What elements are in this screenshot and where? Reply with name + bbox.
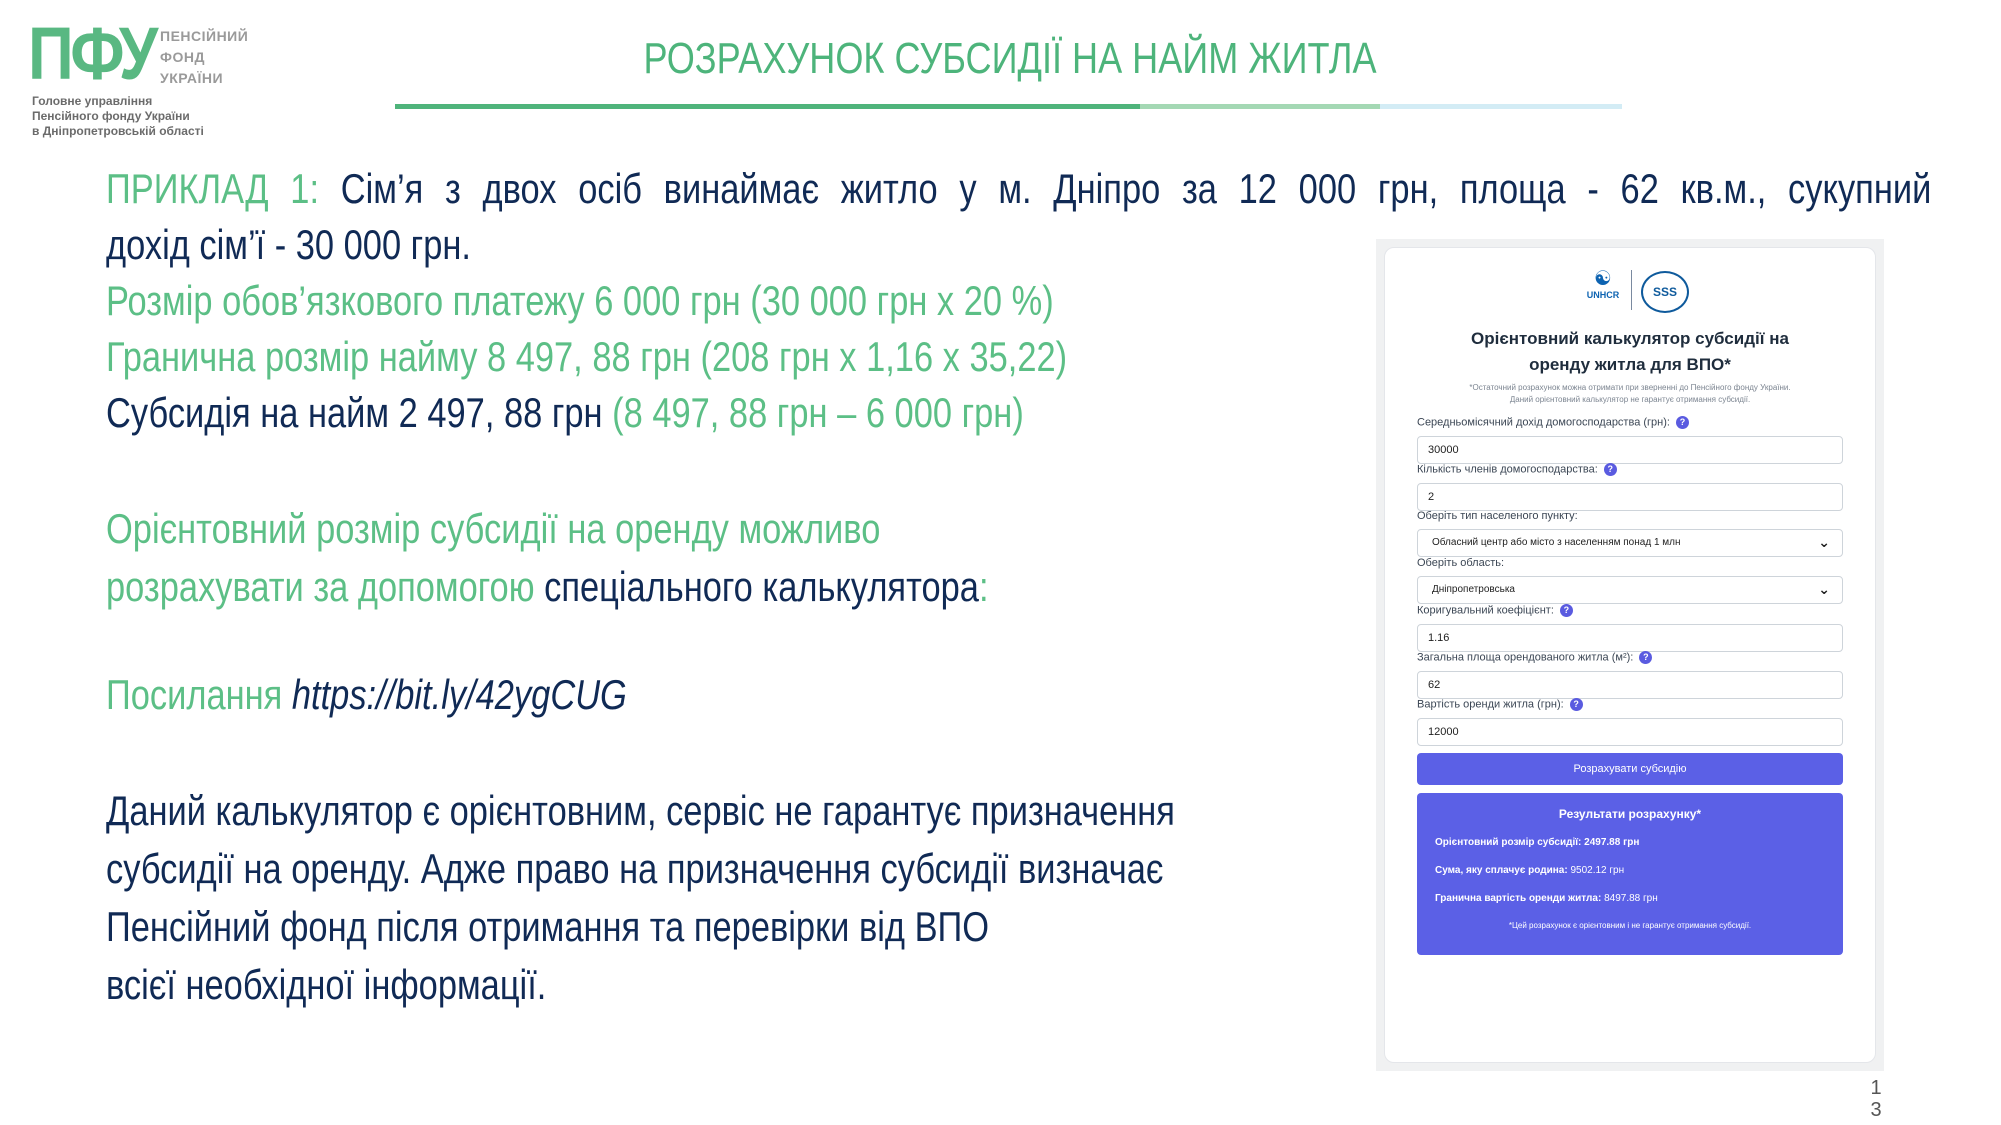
department-line: в Дніпропетровській області (32, 124, 204, 138)
calculator-screenshot (1376, 239, 1884, 1071)
calculator-link-text[interactable]: спеціального калькулятора (544, 563, 979, 610)
rent-label-text: Вартість оренди житла (грн): (1417, 698, 1564, 711)
calculator-card (1384, 247, 1876, 1063)
area-label (1417, 651, 1652, 664)
pfu-logo-mark: ПФУ (28, 12, 155, 95)
income-label-text: Середньомісячний дохід домогосподарства (грн): (1417, 416, 1670, 429)
region-label: Оберіть область: (1417, 557, 1505, 569)
link-label: Посилання (106, 671, 292, 718)
sss-logo: SSS (1641, 271, 1689, 313)
page-number: 13 (1870, 1077, 1882, 1121)
result-rent-limit-value: 8497.88 грн (1601, 893, 1658, 904)
chevron-down-icon: ⌄ (1818, 534, 1830, 550)
subsidy-label: Субсидія на найм 2 497, 88 грн (106, 389, 603, 436)
members-label (1417, 463, 1617, 476)
disclaimer-line: Даний калькулятор є орієнтовним, сервіс не гарантує призначення (106, 787, 1175, 834)
calculator-title-line: Орієнтовний калькулятор субсидії на (1471, 329, 1789, 348)
pfu-logo-name-line: УКРАЇНИ (160, 70, 224, 86)
disclaimer-line: Пенсійний фонд після отримання та перевірки від ВПО (106, 903, 990, 950)
unhcr-emblem-icon: ☯ (1594, 268, 1612, 290)
results-panel (1417, 793, 1843, 955)
settlement-select-value: Обласний центр або місто з населенням понад 1 млн (1432, 537, 1681, 548)
subsidy-line (106, 384, 1024, 442)
calculate-subsidy-button[interactable]: Розрахувати субсидію (1417, 753, 1843, 785)
mandatory-payment-line: Розмір обов’язкового платежу 6 000 грн (30 000 грн х 20 %) (106, 277, 1054, 324)
chevron-down-icon: ⌄ (1818, 581, 1830, 597)
disclaimer-line: субсидії на оренду. Адже право на призначення субсидії визначає (106, 845, 1164, 892)
members-label-text: Кількість членів домогосподарства: (1417, 463, 1598, 476)
department-line: Пенсійного фонду України (32, 109, 190, 123)
result-subsidy-text: Орієнтовний розмір субсидії: 2497.88 грн (1435, 837, 1640, 848)
income-label (1417, 416, 1689, 429)
slide-title: РОЗРАХУНОК СУБСИДІЇ НА НАЙМ ЖИТЛА (643, 34, 1377, 83)
help-icon[interactable]: ? (1639, 651, 1652, 664)
area-label-text: Загальна площа орендованого житла (м²): (1417, 651, 1634, 664)
title-underline (395, 104, 1140, 109)
help-icon[interactable]: ? (1604, 463, 1617, 476)
result-family-pays-value: 9502.12 грн (1567, 865, 1625, 876)
title-underline (1380, 104, 1622, 109)
example-line-1 (106, 160, 1931, 218)
result-rent-limit (1435, 893, 1658, 904)
coefficient-label-text: Коригувальний коефіцієнт: (1417, 604, 1554, 617)
result-subsidy (1435, 837, 1639, 848)
title-underline (1140, 104, 1380, 109)
logo-divider (1631, 270, 1632, 310)
calculator-note-line: Даний орієнтовний калькулятор не гарантує отримання субсидії. (1509, 395, 1751, 404)
result-rent-limit-label: Гранична вартість оренди житла: (1435, 893, 1602, 904)
help-icon[interactable]: ? (1570, 698, 1583, 711)
region-select-value: Дніпропетровська (1432, 584, 1515, 595)
disclaimer-line: всієї необхідної інформації. (106, 961, 547, 1008)
calculator-intro-line-2 (106, 558, 989, 616)
calculator-intro-text: розрахувати за допомогою (106, 563, 545, 610)
pfu-logo (28, 12, 268, 140)
result-family-pays (1435, 865, 1624, 876)
department-caption (32, 94, 272, 139)
example-label: ПРИКЛАД 1: (106, 165, 341, 212)
pfu-logo-name (160, 26, 270, 89)
region-select[interactable] (1417, 576, 1843, 604)
unhcr-logo-text: UNHCR (1586, 290, 1620, 300)
coefficient-label (1417, 604, 1573, 617)
result-family-pays-label: Сума, яку сплачує родина: (1435, 865, 1568, 876)
area-input[interactable] (1417, 671, 1843, 699)
calculator-url-link[interactable]: https://bit.ly/42ygCUG (291, 671, 627, 718)
calculator-note (1405, 382, 1855, 406)
calculator-intro-colon: : (978, 563, 989, 610)
rent-limit-line: Гранична розмір найму 8 497, 88 грн (208 грн х 1,16 х 35,22) (106, 333, 1068, 380)
calculator-logos (1385, 266, 1875, 316)
calculator-intro-line-1: Орієнтовний розмір субсидії на оренду можливо (106, 505, 881, 552)
help-icon[interactable]: ? (1676, 416, 1689, 429)
coefficient-input[interactable] (1417, 624, 1843, 652)
subsidy-formula: (8 497, 88 грн – 6 000 грн) (602, 389, 1024, 436)
results-note: *Цей розрахунок є орієнтовним і не гарантує отримання субсидії. (1508, 921, 1752, 930)
calculator-title-line: оренду житла для ВПО* (1529, 355, 1731, 374)
pfu-logo-name-line: ФОНД (160, 49, 205, 65)
settlement-label: Оберіть тип населеного пункту: (1417, 510, 1578, 522)
example-line-2: дохід сім’ї - 30 000 грн. (106, 221, 471, 268)
calculator-title (1405, 326, 1855, 378)
rent-input[interactable] (1417, 718, 1843, 746)
unhcr-logo (1581, 268, 1625, 312)
members-input[interactable] (1417, 483, 1843, 511)
pfu-logo-name-line: ПЕНСІЙНИЙ (160, 28, 249, 44)
help-icon[interactable]: ? (1560, 604, 1573, 617)
example-text: Сім’я з двох осіб винаймає житло у м. Дніпро за 12 000 грн, площа - 62 кв.м., сукупний (340, 165, 1932, 212)
results-title: Результати розрахунку* (1558, 807, 1702, 821)
calculator-note-line: *Остаточний розрахунок можна отримати при зверненні до Пенсійного фонду України. (1469, 383, 1791, 392)
income-input[interactable] (1417, 436, 1843, 464)
rent-label (1417, 698, 1583, 711)
settlement-select[interactable] (1417, 529, 1843, 557)
link-line (106, 666, 627, 724)
department-line: Головне управління (32, 94, 153, 108)
